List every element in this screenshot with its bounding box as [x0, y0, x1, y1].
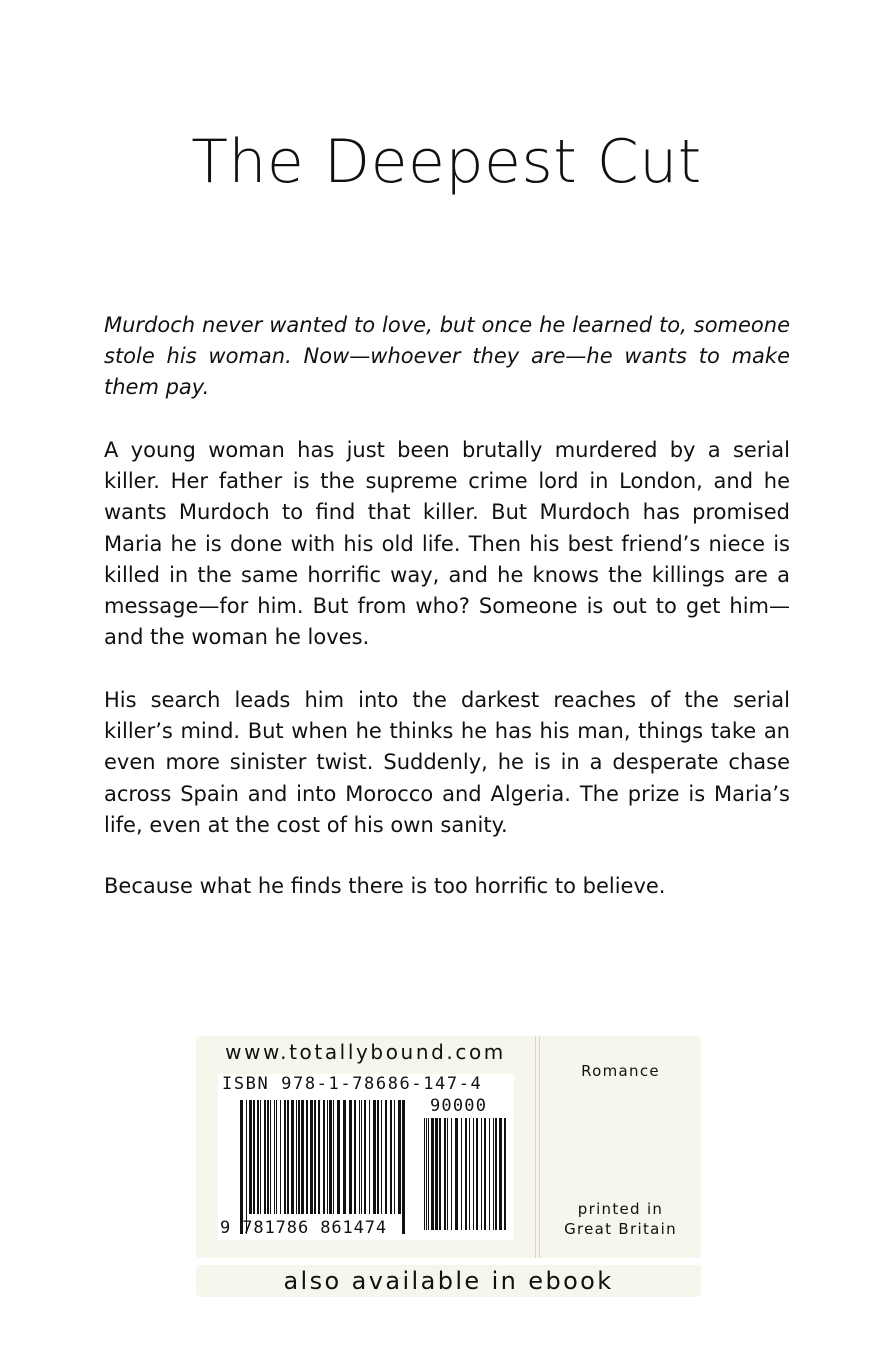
barcode-bar	[444, 1118, 446, 1230]
barcode-bar	[314, 1100, 316, 1214]
barcode-bar	[284, 1100, 286, 1214]
barcode-bar	[249, 1100, 252, 1214]
barcode-bar	[481, 1118, 482, 1230]
barcode-bar	[469, 1118, 470, 1230]
barcode-bar	[253, 1100, 255, 1214]
barcode-bar	[318, 1100, 320, 1214]
barcode-bar	[424, 1118, 425, 1230]
barcode-bar	[489, 1118, 490, 1230]
book-title: The Deepest Cut	[191, 127, 702, 197]
blurb-paragraph-3: Because what he finds there is too horrific to believe.	[104, 874, 666, 898]
barcode-bar	[461, 1118, 462, 1230]
barcode-bar	[240, 1100, 243, 1234]
barcode-bar	[431, 1118, 434, 1230]
barcode-bar	[439, 1118, 441, 1230]
barcode-bar	[451, 1118, 452, 1230]
barcode-bar	[369, 1100, 370, 1214]
barcode-bar	[270, 1100, 271, 1214]
barcode-bar	[476, 1118, 478, 1230]
barcode-bar	[473, 1118, 474, 1230]
printed-in-label	[540, 1199, 701, 1239]
barcode-bar	[287, 1100, 289, 1214]
barcode-panel	[196, 1036, 701, 1258]
ebook-notice: also available in ebook	[283, 1267, 614, 1295]
printed-in-line-1: printed in	[577, 1200, 664, 1218]
blurb-paragraph-1: A young woman has just been brutally murdered by a serial killer. Her father is the supreme crime lord in London, and he wants Murdoch to find that killer. But Murdoch has promised Maria he is done with his old life. Then his best friend’s niece is killed in the same horrific way, and he knows the killings are a message—for him. But from who? Someone is out to get him—and the woman he loves.	[104, 438, 790, 650]
barcode-bar	[349, 1100, 352, 1214]
barcode-bar	[291, 1100, 294, 1214]
barcode-bar	[329, 1100, 332, 1214]
barcode-bar	[447, 1118, 448, 1230]
barcode-bar	[499, 1118, 502, 1230]
genre-label: Romance	[581, 1062, 660, 1080]
barcode-bar	[333, 1100, 334, 1214]
barcode-bar	[296, 1100, 297, 1214]
barcode-bar	[428, 1118, 429, 1230]
barcode-bar	[465, 1118, 467, 1230]
barcode-bar	[504, 1118, 506, 1230]
price-code: 90000	[430, 1096, 488, 1116]
barcode-bar	[398, 1100, 401, 1214]
barcode-bar	[377, 1100, 379, 1214]
isbn-barcode	[218, 1074, 514, 1240]
barcode-bar	[354, 1100, 356, 1214]
blurb-paragraph-2: His search leads him into the darkest reaches of the serial killer’s mind. But when he thinks he has his man, things take an even more sinister twist. Suddenly, he is in a desperate chase across Spain and into Morocco and Algeria. The prize is Maria’s life, even at the cost of his own sanity.	[104, 688, 790, 837]
barcode-bar	[381, 1100, 382, 1214]
barcode-bar	[260, 1100, 261, 1214]
blurb-hook: Murdoch never wanted to love, but once he learned to, someone stole his woman. Now—whoever they are—he wants to make them pay.	[104, 313, 790, 400]
barcode-bar	[394, 1100, 395, 1214]
barcode-bar	[337, 1100, 340, 1214]
barcode-bar	[435, 1118, 438, 1230]
barcode-bar	[359, 1100, 360, 1214]
barcode-bar	[426, 1118, 427, 1230]
barcode-bar	[274, 1100, 275, 1214]
isbn-number: ISBN 978-1-78686-147-4	[222, 1074, 483, 1094]
barcode-bar	[390, 1100, 392, 1214]
barcode-bar	[310, 1100, 313, 1214]
barcode-bar	[267, 1100, 269, 1214]
barcode-bar	[343, 1100, 346, 1214]
barcode-bar	[264, 1100, 266, 1214]
barcode-bar	[257, 1100, 259, 1214]
barcode-bar	[246, 1100, 247, 1234]
barcode-bar	[493, 1118, 494, 1230]
barcode-bar	[280, 1100, 281, 1214]
publisher-website: www.totallybound.com	[225, 1040, 506, 1064]
ebook-strip	[196, 1265, 701, 1297]
barcode-bar	[298, 1100, 300, 1214]
barcode-bar	[323, 1100, 325, 1214]
barcode-bar	[402, 1100, 405, 1234]
barcode-bar	[301, 1100, 304, 1214]
barcode-bar	[364, 1100, 366, 1214]
printed-in-line-2: Great Britain	[564, 1220, 677, 1238]
barcode-digits: 9 781786 861474	[220, 1218, 388, 1238]
barcode-bar	[276, 1100, 277, 1214]
barcode-bar	[306, 1100, 308, 1214]
barcode-bar	[455, 1118, 458, 1230]
barcode-bar	[495, 1118, 497, 1230]
barcode-bar	[361, 1100, 362, 1214]
barcode-bar	[373, 1100, 376, 1214]
barcode-bar	[484, 1118, 486, 1230]
barcode-bar	[385, 1100, 387, 1214]
barcode-bar	[327, 1100, 328, 1214]
